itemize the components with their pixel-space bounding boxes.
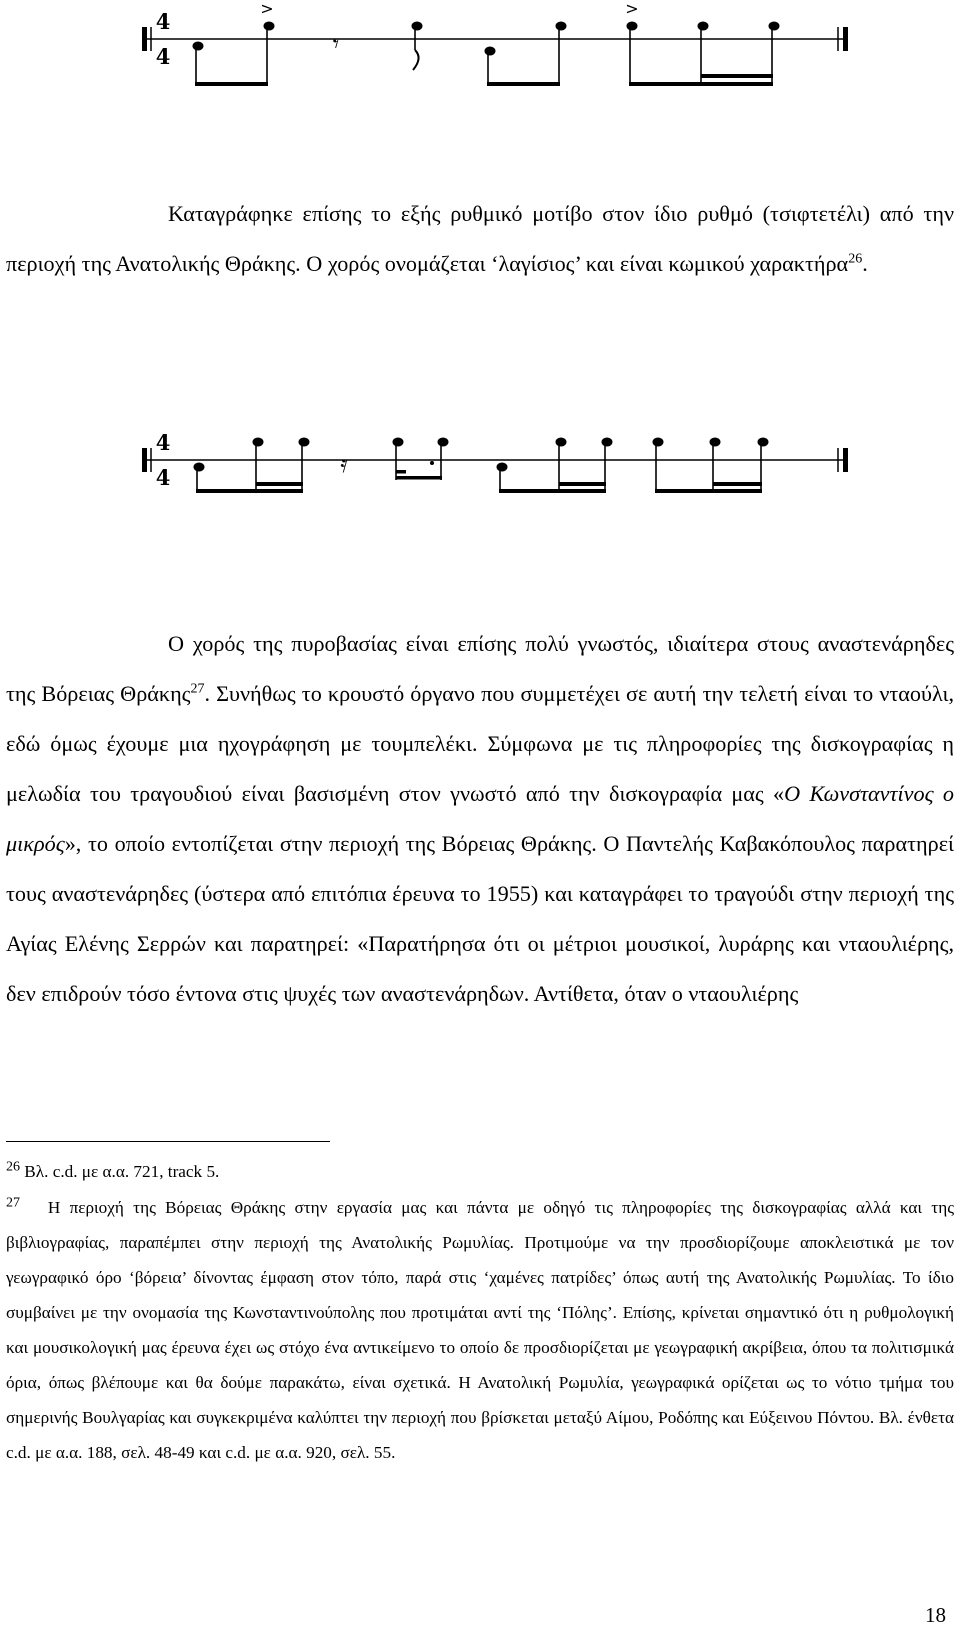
song-title: Ο Κωνσταντίνος ο μικρός [6, 781, 954, 856]
paragraph-laghisios [6, 189, 954, 289]
footnote-27 [6, 1190, 954, 1470]
rhythm-notation-2 [0, 420, 960, 500]
footnote-number: 26 [6, 1159, 20, 1175]
paragraph-tail: . [862, 251, 868, 276]
sixteenth-rest: 𝄿 [340, 450, 348, 478]
rhythm-notation-1 [0, 0, 960, 110]
eighth-rest: 𝄾 [332, 30, 340, 58]
footnote-text: Βλ. c.d. με α.α. 721, track 5. [24, 1162, 220, 1181]
accent-mark: > [260, 0, 274, 18]
time-signature-bottom: 4 [155, 44, 171, 69]
time-signature-bottom: 4 [155, 465, 171, 490]
time-signature-top: 4 [155, 9, 171, 34]
paragraph-text: Ο χορός της πυροβασίας είναι επίσης πολύ γνωστός, ιδιαίτερα στους αναστενάρηδες της Βόρειας Θράκης [6, 631, 954, 706]
paragraph-text: », το οποίο εντοπίζεται στην περιοχή της Βόρειας Θράκης. Ο Παντελής Καβακόπουλος παρατηρεί τους αναστενάρηδες (ύστερα από επιτόπια έρευνα το 1955) και καταγράφει το τραγούδι στην περιοχή της Αγίας Ελένης Σερρών και παρατηρεί: «Παρατήρησα ότι οι μέτριοι μουσικοί, λυράρης και νταουλιέρης, δεν επιδρούν τόσο έντονα στις ψυχές των αναστενάρηδων. Αντίθετα, όταν ο νταουλιέρης [6, 831, 954, 1006]
footnote-ref-27: 27 [190, 681, 205, 697]
footnote-26 [6, 1154, 954, 1189]
paragraph-text: . Συνήθως το κρουστό όργανο που συμμετέχει σε αυτή την τελετή είναι το νταούλι, εδώ όμως έχουμε μια ηχογράφηση με τουμπελέκι. Σύμφωνα με τις πληροφορίες της δισκογραφίας η μελωδία του τραγουδιού είναι βασισμένη στον γνωστό από την δισκογραφία μας « [6, 681, 954, 806]
time-signature-top: 4 [155, 430, 171, 455]
footnote-ref-26: 26 [848, 251, 863, 267]
footnote-text: Η περιοχή της Βόρειας Θράκης στην εργασία μας και πάντα με οδηγό τις πληροφορίες της δισκογραφίας αλλά και της βιβλιογραφίας, παραπέμπει στην περιοχή της Ανατολικής Ρωμυλίας. Προτιμούμε να την προσδιορίζουμε αποκλειστικά με τον γεωγραφικό όρο ‘βόρεια’ δίνοντας έμφαση στον τόπο, παρά στις ‘χαμένες πατρίδες’ όπως αυτή της Ανατολικής Ρωμυλίας. Το ίδιο συμβαίνει με την ονομασία της Κωνσταντινούπολης που προτιμάται αντί της ‘Πόλης’. Επίσης, κρίνεται σημαντικό ότι η ρυθμολογική και μουσικολογική μας έρευνα έχει ως στόχο ένα αντικείμενο το οποίο δε προσδιορίζεται με γεωγραφική ακρίβεια, όπου τα πολιτισμικά όρια, όπως βλέπουμε και θα δούμε παρακάτω, είναι σχετικά. Η Ανατολική Ρωμυλία, γεωγραφικά ορίζεται ως το νότιο τμήμα του σημερινής Βουλγαρίας και συγκεκριμένα καλύπτει την περιοχή που βρίσκεται μεταξύ Αίμου, Ροδόπης και Εύξεινου Πόντου. Βλ. ένθετα c.d. με α.α. 188, σελ. 48-49 και c.d. με α.α. 920, σελ. 55. [6, 1198, 955, 1462]
page-number: 18 [925, 1603, 946, 1627]
paragraph-pyrovasia [6, 619, 954, 1019]
footnote-number: 27 [6, 1195, 20, 1211]
footnote-separator [6, 1141, 330, 1142]
accent-mark: > [625, 0, 639, 18]
paragraph-text: Καταγράφηκε επίσης το εξής ρυθμικό μοτίβο στον ίδιο ρυθμό (τσιφτετέλι) από την περιοχή της Ανατολικής Θράκης. Ο χορός ονομάζεται ‘λαγίσιος’ και είναι κωμικού χαρακτήρα [6, 201, 954, 276]
